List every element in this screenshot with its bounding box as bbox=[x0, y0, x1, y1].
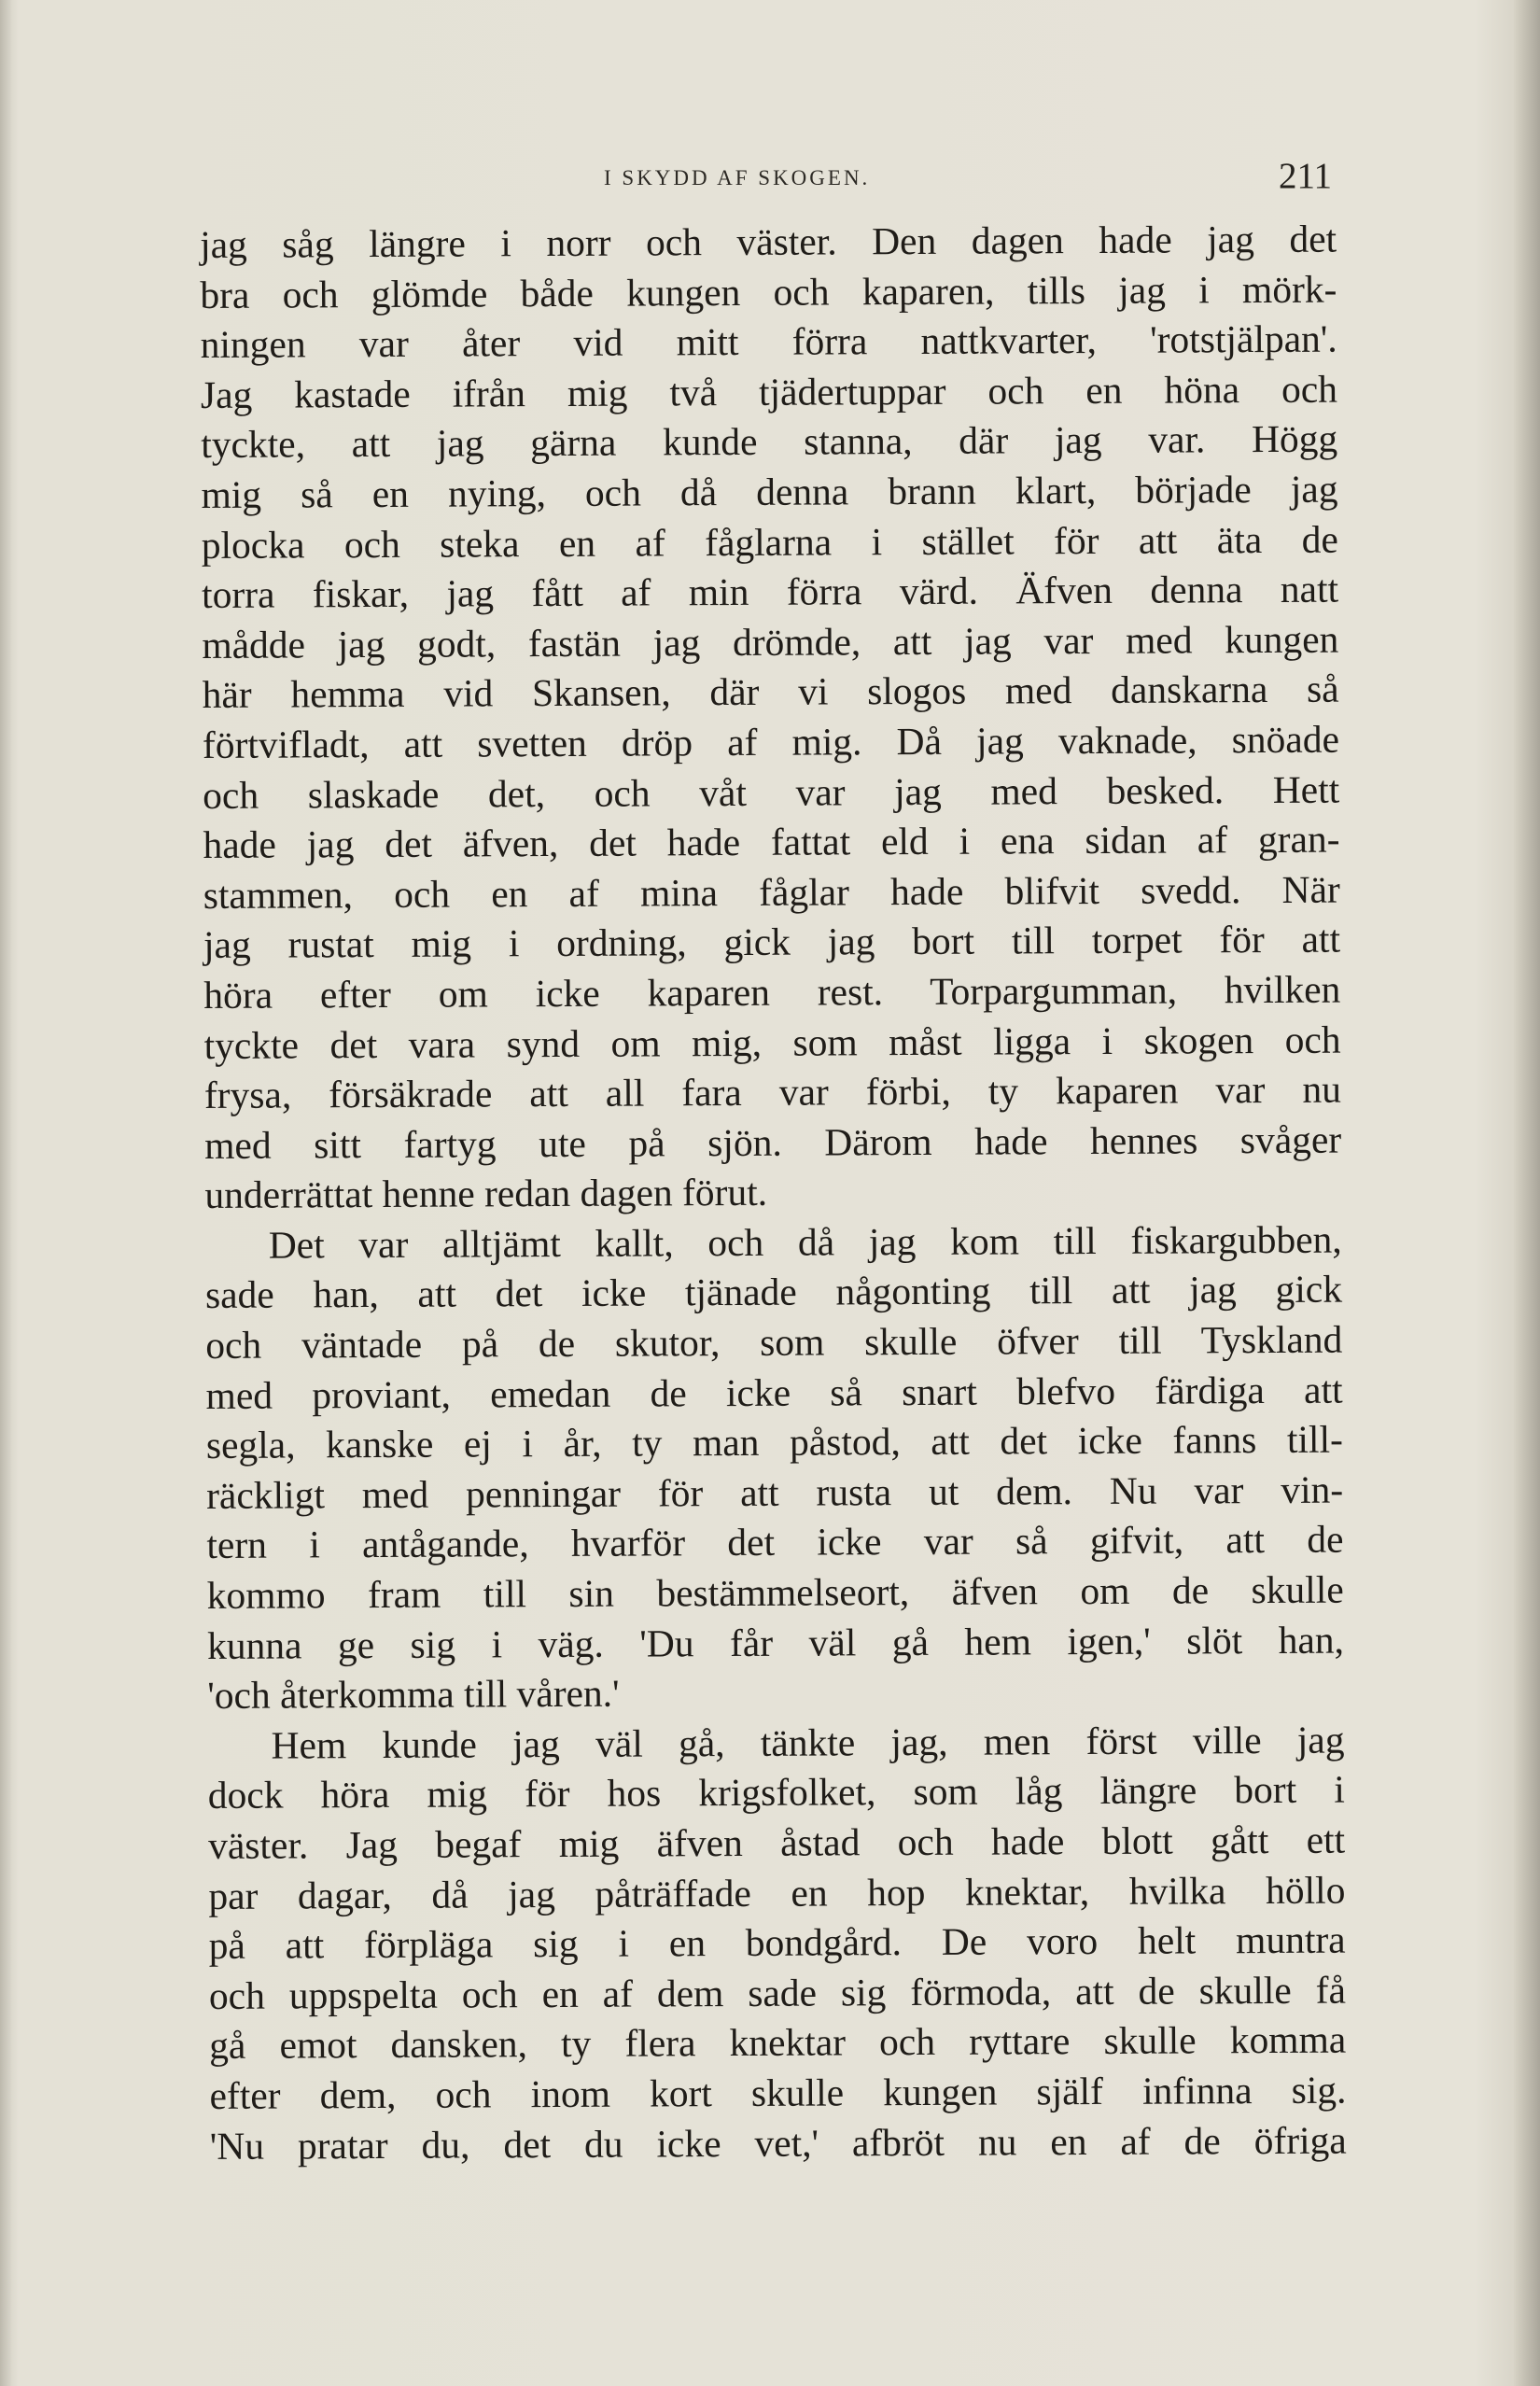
text-line: efter dem, och inom kort skulle kungen själf infinna sig. bbox=[209, 2068, 1347, 2117]
text-line: höra efter om icke kaparen rest. Torpargumman, hvilken bbox=[203, 967, 1341, 1017]
text-line: här hemma vid Skansen, där vi slogos med danskarna så bbox=[202, 667, 1339, 717]
text-line: hade jag det äfven, det hade fattat eld i ena sidan af gran- bbox=[203, 817, 1340, 867]
text-line: Jag kastade ifrån mig två tjädertuppar och en höna och bbox=[200, 367, 1338, 416]
text-line: med proviant, emedan de icke så snart blefvo färdiga att bbox=[205, 1368, 1343, 1417]
running-head: I SKYDD AF SKOGEN. bbox=[604, 166, 871, 189]
page-header bbox=[201, 155, 1339, 211]
paragraph-end-line: underrättat henne redan dagen förut. bbox=[204, 1171, 768, 1217]
paragraph-end-line: 'och återkomma till våren.' bbox=[207, 1671, 620, 1718]
text-line: jag rustat mig i ordning, gick jag bort till torpet för att bbox=[203, 917, 1341, 967]
paragraph-start-line: Det var alltjämt kallt, och då jag kom till fiskargubben, bbox=[268, 1217, 1342, 1267]
text-line: plocka och steka en af fåglarna i stället för att äta de bbox=[201, 517, 1338, 567]
text-line: på att förpläga sig i en bondgård. De voro helt muntra bbox=[208, 1917, 1346, 1968]
text-line: dock höra mig för hos krigsfolket, som låg längre bort i bbox=[207, 1768, 1345, 1818]
text-line: 'Nu pratar du, det du icke vet,' afbröt nu en af de öfriga bbox=[209, 2118, 1347, 2168]
text-line: ningen var åter vid mitt förra nattkvarter, 'rotstjälpan'. bbox=[200, 316, 1337, 367]
text-line: tern i antågande, hvarför det icke var så gifvit, att de bbox=[206, 1518, 1344, 1567]
page-left-edge bbox=[0, 0, 11, 2386]
text-line: frysa, försäkrade att all fara var förbi, ty kaparen var nu bbox=[203, 1067, 1342, 1117]
text-line: kommo fram till sin bestämmelseort, äfven om de skulle bbox=[206, 1567, 1344, 1618]
paragraph-start-line: Hem kunde jag väl gå, tänkte jag, men först ville jag bbox=[271, 1718, 1345, 1767]
text-line: tyckte, att jag gärna kunde stanna, där jag var. Högg bbox=[201, 416, 1338, 467]
text-line: segla, kanske ej i år, ty man påstod, att det icke fanns till- bbox=[205, 1417, 1343, 1467]
text-line: sade han, att det icke tjänade någonting till att jag gick bbox=[204, 1268, 1343, 1317]
text-line: gå emot dansken, ty flera knektar och ryttare skulle komma bbox=[209, 2017, 1347, 2068]
text-line: och väntade på de skutor, som skulle öfver till Tyskland bbox=[205, 1317, 1343, 1368]
page-right-edge bbox=[1514, 0, 1540, 2386]
text-line: och slaskade det, och våt var jag med besked. Hett bbox=[203, 767, 1340, 817]
text-line: förtvifladt, att svetten dröp af mig. Då jag vaknade, snöade bbox=[202, 717, 1340, 766]
text-line: torra fiskar, jag fått af min förra värd. Äfven denna natt bbox=[201, 567, 1339, 617]
text-line: räckligt med penningar för att rusta ut dem. Nu var vin- bbox=[206, 1467, 1344, 1517]
text-line: med sitt fartyg ute på sjön. Därom hade hennes svåger bbox=[204, 1117, 1342, 1167]
body-text bbox=[200, 215, 1347, 2172]
text-line: stammen, och en af mina fåglar hade blifvit svedd. När bbox=[203, 867, 1340, 917]
text-line: kunna ge sig i väg. 'Du får väl gå hem igen,' slöt han, bbox=[206, 1618, 1345, 1667]
page-number: 211 bbox=[1278, 156, 1332, 196]
text-line: par dagar, då jag påträffade en hop knektar, hvilka höllo bbox=[208, 1868, 1346, 1917]
text-line: jag såg längre i norr och väster. Den dagen hade jag det bbox=[200, 217, 1337, 266]
text-line: mådde jag godt, fastän jag drömde, att jag var med kungen bbox=[202, 617, 1339, 667]
text-line: tyckte det vara synd om mig, som måst ligga i skogen och bbox=[203, 1018, 1341, 1067]
text-line: och uppspelta och en af dem sade sig förmoda, att de skulle få bbox=[208, 1968, 1347, 2017]
text-line: mig så en nying, och då denna brann klart, började jag bbox=[201, 467, 1338, 516]
text-line: väster. Jag begaf mig äfven åstad och hade blott gått ett bbox=[207, 1818, 1346, 1867]
text-line: bra och glömde både kungen och kaparen, tills jag i mörk- bbox=[200, 267, 1337, 316]
